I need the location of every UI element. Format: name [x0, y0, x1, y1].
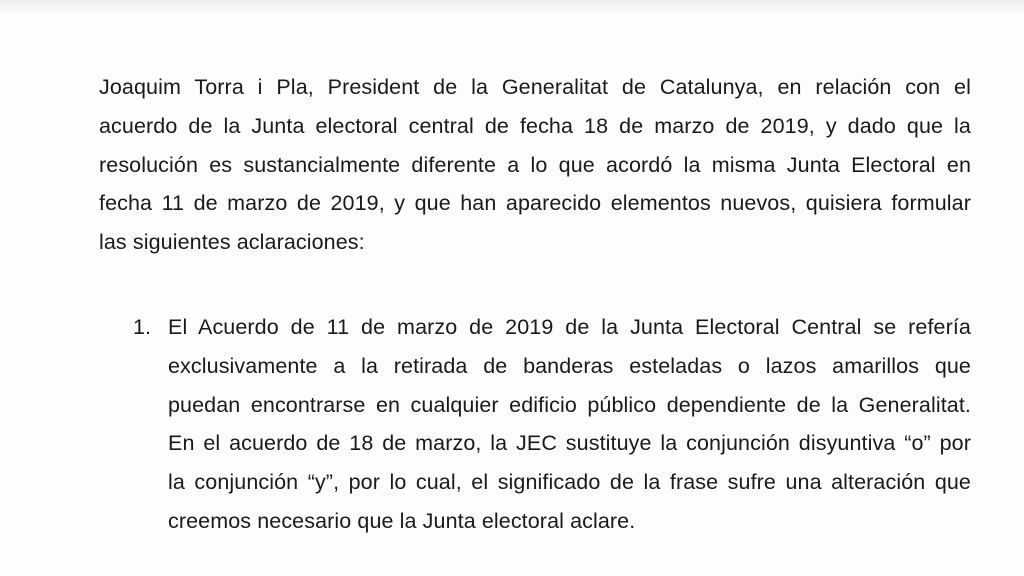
list-item-line: En el acuerdo de 18 de marzo, la JEC sustituye la conjunción disyuntiva “o” por [168, 431, 971, 456]
page-top-edge [0, 0, 1024, 14]
list-item-number: 1. [133, 315, 152, 339]
list-item-line: exclusivamente a la retirada de banderas esteladas o lazos amarillos que [168, 353, 971, 378]
list-item-line: El Acuerdo de 11 de marzo de 2019 de la Junta Electoral Central se refería [168, 315, 971, 339]
intro-paragraph [99, 68, 971, 262]
list-item-body [168, 308, 971, 541]
intro-line: acuerdo de la Junta electoral central de fecha 18 de marzo de 2019, y dado que la [99, 113, 971, 138]
list-item-line: la conjunción “y”, por lo cual, el significado de la frase sufre una alteración que [168, 470, 971, 495]
list-item-line: puedan encontrarse en cualquier edificio público dependiente de la Generalitat. [168, 392, 971, 417]
intro-line: resolución es sustancialmente diferente a lo que acordó la misma Junta Electoral en [99, 152, 971, 177]
intro-line: Joaquim Torra i Pla, President de la Generalitat de Catalunya, en relación con el [99, 75, 971, 99]
intro-line: las siguientes aclaraciones: [99, 230, 365, 255]
list-item-line: creemos necesario que la Junta electoral aclare. [168, 508, 636, 533]
intro-line: fecha 11 de marzo de 2019, y que han aparecido elementos nuevos, quisiera formular [99, 191, 971, 216]
